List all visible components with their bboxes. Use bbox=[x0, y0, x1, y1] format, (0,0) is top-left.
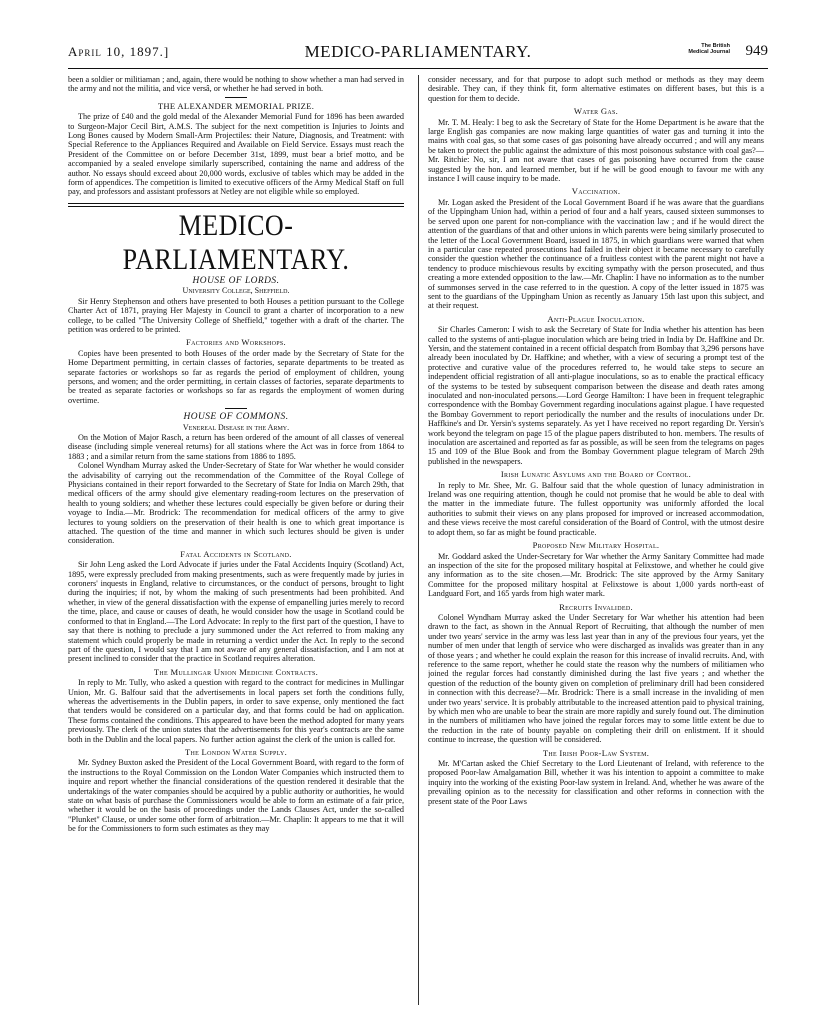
left-column bbox=[68, 75, 404, 1010]
house-of-commons-heading: HOUSE OF COMMONS. bbox=[183, 412, 289, 423]
factories-paragraph: Copies have been presented to both Houses of the order made by the Secretary of State for the Home Department permitting, in certain classes of factories, separate departments to be treated as separate factories or workshops so far as regards the period of employment of children, young persons, and women; and the order permitting, in certain classes of factories, separate departments to be treated as separate factories or workshops so far as regards the employment of women during overtime. bbox=[68, 348, 404, 405]
military-hospital-heading: Proposed New Military Hospital. bbox=[532, 540, 660, 551]
fatal-accidents-heading: Fatal Accidents in Scotland. bbox=[180, 548, 292, 559]
journal-name-line-1: The British bbox=[701, 43, 730, 49]
anti-plague-paragraph: Sir Charles Cameron: I wish to ask the Secretary of State for India whether his attention has been called to the systems of anti-plague inoculation which are being tried in India by Dr. Haffkine and Dr. Yersin, and the statement contained in a recent official despatch from Bombay that 3,296 persons have already been inoculated by Dr. Haffkine; and whether, with a view of securing a prompt test of the protective and curative value of the procedures referred to, he would take steps to secure an independent official registration of all anti-plague inoculations, so as to enable the practical efficacy of the systems to be tested by subsequent comparison between the disease and death rates among inoculated and non-inoculated persons.—Lord George Hamilton: I have been in frequent telegraphic correspondence with the Bombay Government regarding inoculations against plague. I have requested the Bombay Government to report periodically the number and the results of inoculations under Dr. Haffkine's and Dr. Yersin's systems separately. As yet I have received no report regarding Dr. Yersin's work beyond the telegram on page 15 of the plague papers distributed to hon. members. The results of inoculation are ascertained and reported as far as possible, as will be seen from the telegrams on pages 15 and 109 of the Blue Book and from the Bombay Government plague telegram of March 29th published in the newspapers. bbox=[428, 325, 764, 466]
anti-plague-heading: Anti-Plague Inoculation. bbox=[547, 313, 645, 324]
fatal-accidents-paragraph: Sir John Leng asked the Lord Advocate if juries under the Fatal Accidents Inquiry (Scotland) Act, 1895, were expressly precluded from making presentments, such as were frequently made by juries in coroners' inquests in England, relative to circumstances, or the conduct of persons, brought to light during the inquiries; if not, by whom the making of such presentments had been prohibited. And whether, in view of the general dissatisfaction with the expense of empanelling juries merely to record the time, place, and cause or causes of death, he would consider how the usage in Scotland could be conformed to that in England.—The Lord Advocate: In reply to the first part of the question, I have to say that there is nothing to preclude a jury summoned under the Act referred to from making any statement which could properly be made in returning a verdict under the Act. In reply to the second part of the question, I would say that I am not aware of any general dissatisfaction, and I am not at present inclined to consider that the practice in Scotland requires alteration. bbox=[68, 560, 404, 664]
right-column bbox=[428, 75, 764, 1010]
left-intro-paragraph: been a soldier or militiaman ; and, again, there would be nothing to show whether a man had served in the army and not the militia, and vice versâ, or whether he had served in both. bbox=[68, 75, 404, 94]
sheffield-subheading: University College, Sheffield. bbox=[182, 286, 290, 296]
running-head bbox=[68, 40, 768, 64]
recruits-heading: Recruits Invalided. bbox=[559, 601, 633, 612]
sheffield-paragraph: Sir Henry Stephenson and others have presented to both Houses a petition pursuant to the College Charter Act of 1871, praying Her Majesty in Council to grant a charter of incorporation to a new college, to be called "The University College of Sheffield," together with a draft of the charter. The petition was ordered to be printed. bbox=[68, 296, 404, 334]
header-rule bbox=[68, 68, 768, 69]
water-supply-heading: The London Water Supply. bbox=[184, 746, 288, 757]
venereal-paragraph-1: On the Motion of Major Rasch, a return has been ordered of the amount of all classes of venereal disease (including simple venereal returns) for all stations where the Act was in force from 1864 to 1883 ; and a similar return from the same stations from 1886 to 1895. bbox=[68, 432, 404, 461]
water-gas-heading: Water Gas. bbox=[573, 106, 619, 117]
separator-rule bbox=[225, 97, 247, 98]
house-of-lords-heading: HOUSE OF LORDS. bbox=[192, 275, 280, 286]
irish-lunatic-heading: Irish Lunatic Asylums and the Board of Control. bbox=[500, 469, 692, 480]
mullingar-paragraph: In reply to Mr. Tully, who asked a question with regard to the contract for medicines in Mullingar Union, Mr. G. Balfour said that the advertisements in local papers set forth the conditions fully, whereas the advertisements in the Dublin papers, in order to save expense, only mentioned the fact that tenders would be considered on a particular day, and that forms could be had on application. These forms contained the conditions. This appeared to have been the method adopted for many years previously. The clerk of the union states that the advertisements for this year's contracts are the same both in the Dublin and the local papers. No further action against the clerk of the union is called for. bbox=[68, 678, 404, 744]
venereal-paragraph-2: Colonel Wyndham Murray asked the Under-Secretary of State for War whether he would consider the advisability of carrying out the recommendation of the Committee of the Royal College of Physicians contained in their report forwarded to the Secretary of State for India on March 29th, that medical officers of the army should give elementary reading-room lectures on the preservation of health to young soldiers; and whether these lectures could especially be given before or during their voyage to India.—Mr. Brodrick: The recommendation for medical officers of the army to give lectures to young soldiers on the preservation of their health is one to which great importance is attached. The question of the time and manner in which such lectures should be given is under consideration. bbox=[68, 461, 404, 546]
water-supply-paragraph: Mr. Sydney Buxton asked the President of the Local Government Board, with regard to the form of the instructions to the Royal Commission on the London Water Companies which instructed them to inquire and report whether the financial considerations of the question rendered it desirable that the undertakings of the water companies should be acquired by a public authority or authorities, he would state on what basis of purchase the Commissioners would be able to form an estimate of a fair price, whether it would be on the basis of proceedings under the Lands Clauses Act, under the so-called "Plunket" Clause, or under some other form of arbitration.—Mr. Chaplin: It appears to me that it will be for the Commissioners to form such estimates as they may bbox=[68, 758, 404, 834]
section-title: MEDICO-PARLIAMENTARY. bbox=[122, 209, 350, 276]
venereal-subheading: Venereal Disease in the Army. bbox=[182, 422, 290, 432]
military-hospital-paragraph: Mr. Goddard asked the Under-Secretary for War whether the Army Sanitary Committee had made an inspection of the site for the proposed military hospital at Felixstowe, and whether he could give any information as to the site chosen.—Mr. Brodrick: The site approved by the Army Sanitary Committee for the proposed military hospital at Felixstowe is about 1,000 yards north-east of Landguard Fort, and 165 yards from high water mark. bbox=[428, 551, 764, 599]
journal-name-line-2: Medical Journal bbox=[688, 49, 730, 55]
mullingar-heading: The Mullingar Union Medicine Contracts. bbox=[153, 666, 319, 677]
page-number: 949 bbox=[745, 43, 768, 59]
separator-rule bbox=[225, 408, 247, 409]
irish-lunatic-paragraph: In reply to Mr. Shee, Mr. G. Balfour said that the whole question of lunacy administration in Ireland was one requiring attention, though he could not promise that he would be able to deal with the matter in the immediate future. The fullest opportunity was uniformly afforded the local authorities to submit their views on any plans proposed for improved or increased accommodation, and these views receive the most careful consideration of the Board of Control, with the utmost desire to adopt them, so far as might be found practicable. bbox=[428, 480, 764, 537]
poor-law-heading: The Irish Poor-Law System. bbox=[542, 747, 650, 758]
factories-heading: Factories and Workshops. bbox=[186, 337, 286, 348]
vaccination-heading: Vaccination. bbox=[571, 186, 621, 197]
running-head-title: MEDICO-PARLIAMENTARY. bbox=[304, 42, 532, 61]
vaccination-paragraph: Mr. Logan asked the President of the Local Government Board if he was aware that the guardians of the Uppingham Union had, within a period of four and a half years, caused sixteen summonses to be served upon one parent for non-compliance with the vaccination law ; and if he would direct the attention of the guardians of that and other unions in which parents were being similarly prosecuted to the letter of the Local Government Board, issued in 1875, in which guardians were warned that when in a particular case repeated prosecutions had failed in their object it became necessary to carefully consider the question whether the continuance of a fruitless contest with the parent might not have a tendency to produce mischievous results by exciting sympathy with the person prosecuted, and thus creating a more extended opposition to the law.—Mr. Chaplin: I have no information as to the number of summonses served in the case referred to in the question. A copy of the letter issued in 1875 was sent to the guardians of the Uppingham Union as recently as January 15th last upon this subject, and at their request. bbox=[428, 197, 764, 311]
alexander-paragraph: The prize of £40 and the gold medal of the Alexander Memorial Fund for 1896 has been awarded to Surgeon-Major Cecil Birt, A.M.S. The subject for the next competition is Injuries to Joints and Long Bones caused by Modern Small-Arm Projectiles: their Nature, Diagnosis, and Treatment: with Special Reference to the Appliances Required and Available on Field Service. Essays must reach the President of the Committee on or before December 31st, 1899, must bear a brief motto, and be accompanied by a sealed envelope similarly superscribed, containing the name and address of the author. No essays should exceed about 20,000 words, exclusive of tables which may be added in the form of appendices. The competition is limited to executive officers of the Army Medical Staff on full pay, and professors and assistant professors at Netley are not eligible while so employed. bbox=[68, 112, 404, 197]
running-head-date: April 10, 1897.] bbox=[68, 44, 170, 59]
journal-name bbox=[688, 43, 730, 55]
water-gas-paragraph: Mr. T. M. Healy: I beg to ask the Secretary of State for the Home Department is he aware that the large English gas companies are now making large quantities of water gas and turning it into the mains with coal gas, so that some cases of gas poisoning have already occurred ; and will any means be taken to protect the public against the admixture of this most poisonous substance with coal gas?—Mr. Ritchie: No, sir, I am not aware that cases of gas poisoning have occurred from the cause suggested by the hon. and learned member, but if he will be good enough to favour me with any instance I will cause inquiry to be made. bbox=[428, 117, 764, 184]
recruits-paragraph: Colonel Wyndham Murray asked the Under Secretary for War whether his attention had been drawn to the fact, as shown in the Annual Report of Recruiting, that although the number of men under two years' service in the army was less last year than in any of the previous four years, yet the number of men under that length of service who were discharged as invalids was greater than in any of those years ; and whether he could explain the reason for this increase of invalid recruits. And, with reference to the same report, whether he could state the reason why the numbers of militiamen who joined the regular forces had constantly diminished during the last five years ; and whether the question of the reduction of the bounty given on completion of preliminary drill had been considered in connection with this decrease?—Mr. Brodrick: There is a small increase in the invaliding of men under two years' service. It is probably attributable to the increased attention paid to physical training, by which men who are unable to bear the strain are more rapidly and surely found out. The diminution in the numbers of militiamen who have joined the regular forces may to some little extent be due to the reduction in the rate of bounty payable on completing their drill on enlistment. If it should continue to increase, the question will be considered. bbox=[428, 612, 764, 745]
column-divider bbox=[418, 75, 419, 1005]
section-double-rule bbox=[68, 203, 404, 207]
alexander-heading: THE ALEXANDER MEMORIAL PRIZE. bbox=[157, 100, 315, 111]
poor-law-paragraph: Mr. M'Cartan asked the Chief Secretary to the Lord Lieutenant of Ireland, with reference to the proposed Poor-law Amalgamation Bill, whether it was his intention to appoint a committee to make inquiry into the working of the existing Poor-law system in Ireland. And, whether he was aware of the prevailing opinion as to the necessity for classification and other reforms in connection with the present state of the Poor Laws bbox=[428, 759, 764, 806]
right-intro-paragraph: consider necessary, and for that purpose to adopt such method or methods as they may deem desirable. They can, if they think fit, form alternative estimates on different bases, but this is a question for them to decide. bbox=[428, 75, 764, 103]
